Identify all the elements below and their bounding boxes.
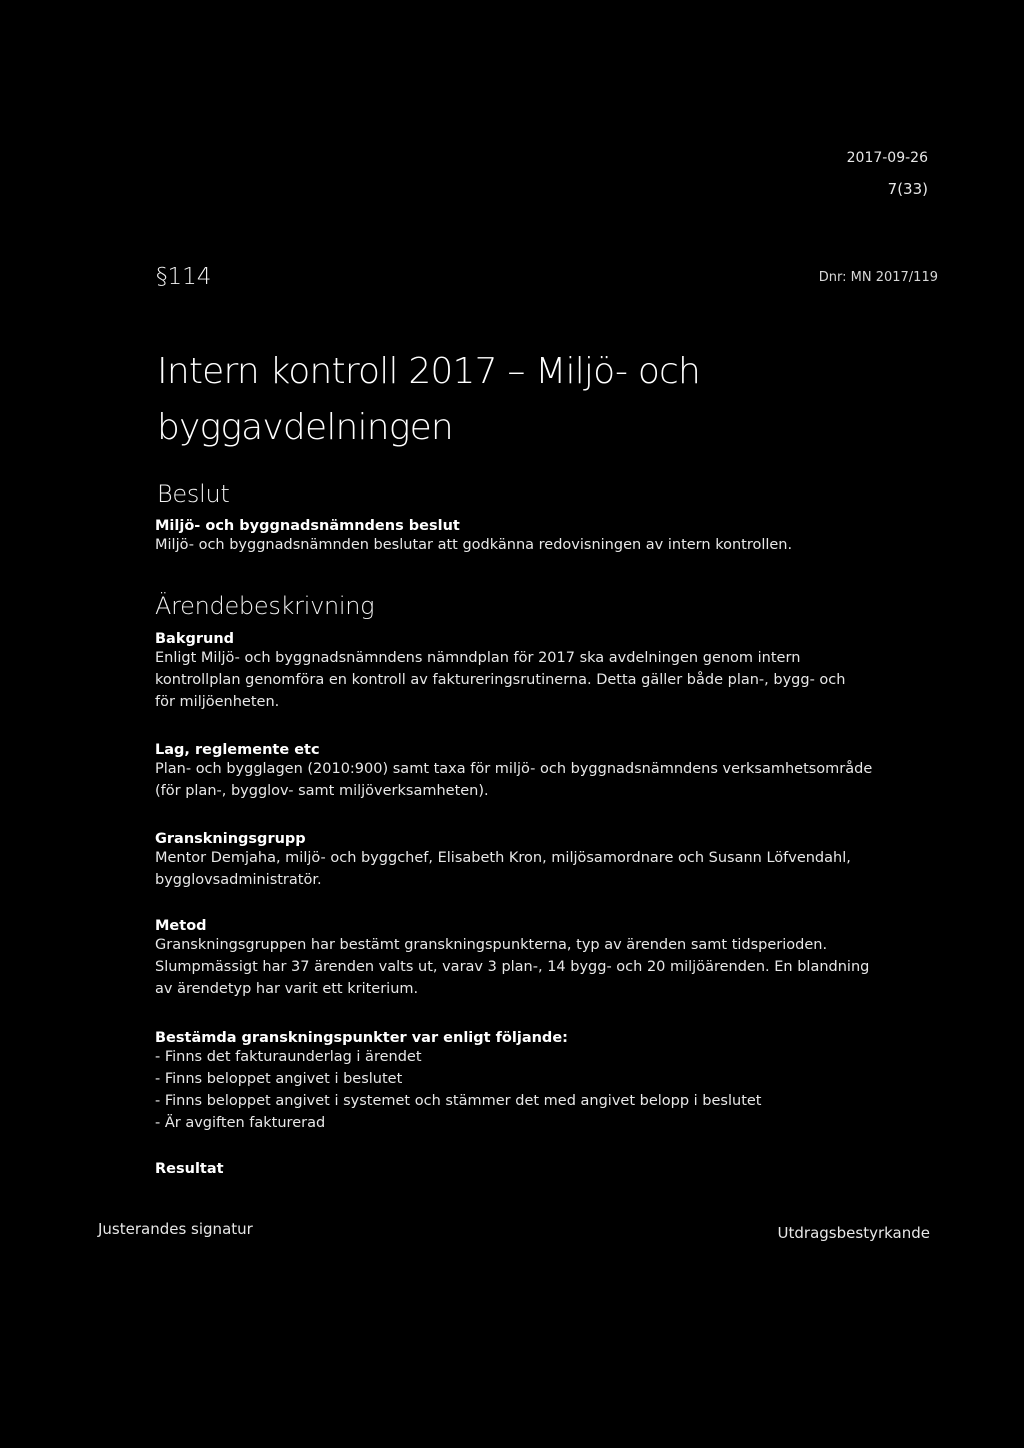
bakgrund-line: för miljöenheten. [155, 694, 280, 710]
granskningsgrupp-line: bygglovsadministratör. [155, 872, 322, 888]
lag-subheading: Lag, reglemente etc [155, 742, 320, 758]
beslut-subheading: Miljö- och byggnadsnämndens beslut [155, 518, 460, 534]
paragraph-number: §114 [156, 264, 212, 290]
lag-line: Plan- och bygglagen (2010:900) samt taxa för miljö- och byggnadsnämndens verksamhetsområde [155, 761, 873, 777]
footer-signature-label: Justerandes signatur [98, 1220, 253, 1238]
bakgrund-line: Enligt Miljö- och byggnadsnämndens nämndplan för 2017 ska avdelningen genom intern [155, 650, 801, 666]
resultat-subheading: Resultat [155, 1161, 224, 1177]
metod-subheading: Metod [155, 918, 207, 934]
bakgrund-block [155, 631, 895, 713]
page-title: Intern kontroll 2017 – Miljö- och byggavdelningen [157, 351, 701, 448]
metod-line: Slumpmässigt har 37 ärenden valts ut, varav 3 plan-, 14 bygg- och 20 miljöärenden. En blandning [155, 959, 870, 975]
lag-line: (för plan-, bygglov- samt miljöverksamheten). [155, 783, 489, 799]
metod-line: Granskningsgruppen har bestämt granskningspunkterna, typ av ärenden samt tidsperioden. [155, 937, 828, 953]
footer-certification-label: Utdragsbestyrkande [777, 1224, 930, 1242]
bakgrund-subheading: Bakgrund [155, 631, 235, 647]
granskningspunkter-subheading: Bestämda granskningspunkter var enligt följande: [155, 1030, 568, 1046]
section-heading-arendebeskrivning: Ärendebeskrivning [155, 592, 375, 620]
beslut-block [155, 518, 895, 556]
granskningsgrupp-subheading: Granskningsgrupp [155, 831, 306, 847]
resultat-block [155, 1161, 895, 1177]
metod-line: av ärendetyp har varit ett kriterium. [155, 981, 419, 997]
page-number: 7(33) [887, 180, 928, 198]
list-item: - Finns det fakturaunderlag i ärendet [155, 1049, 422, 1065]
beslut-text: Miljö- och byggnadsnämnden beslutar att godkänna redovisningen av intern kontrollen. [155, 537, 793, 553]
list-item: - Är avgiften fakturerad [155, 1115, 326, 1131]
list-item: - Finns beloppet angivet i beslutet [155, 1071, 403, 1087]
list-item: - Finns beloppet angivet i systemet och stämmer det med angivet belopp i beslutet [155, 1093, 762, 1109]
bakgrund-line: kontrollplan genomföra en kontroll av faktureringsrutinerna. Detta gäller både plan-, bygg- och [155, 672, 846, 688]
metod-block [155, 918, 895, 1000]
granskningsgrupp-line: Mentor Demjaha, miljö- och byggchef, Elisabeth Kron, miljösamordnare och Susann Löfvendahl, [155, 850, 851, 866]
document-date: 2017-09-26 [846, 150, 928, 166]
lag-block [155, 742, 895, 802]
granskningspunkter-block [155, 1030, 895, 1134]
diary-number: Dnr: MN 2017/119 [818, 270, 938, 285]
section-heading-beslut: Beslut [157, 480, 230, 508]
granskningsgrupp-block [155, 831, 895, 891]
